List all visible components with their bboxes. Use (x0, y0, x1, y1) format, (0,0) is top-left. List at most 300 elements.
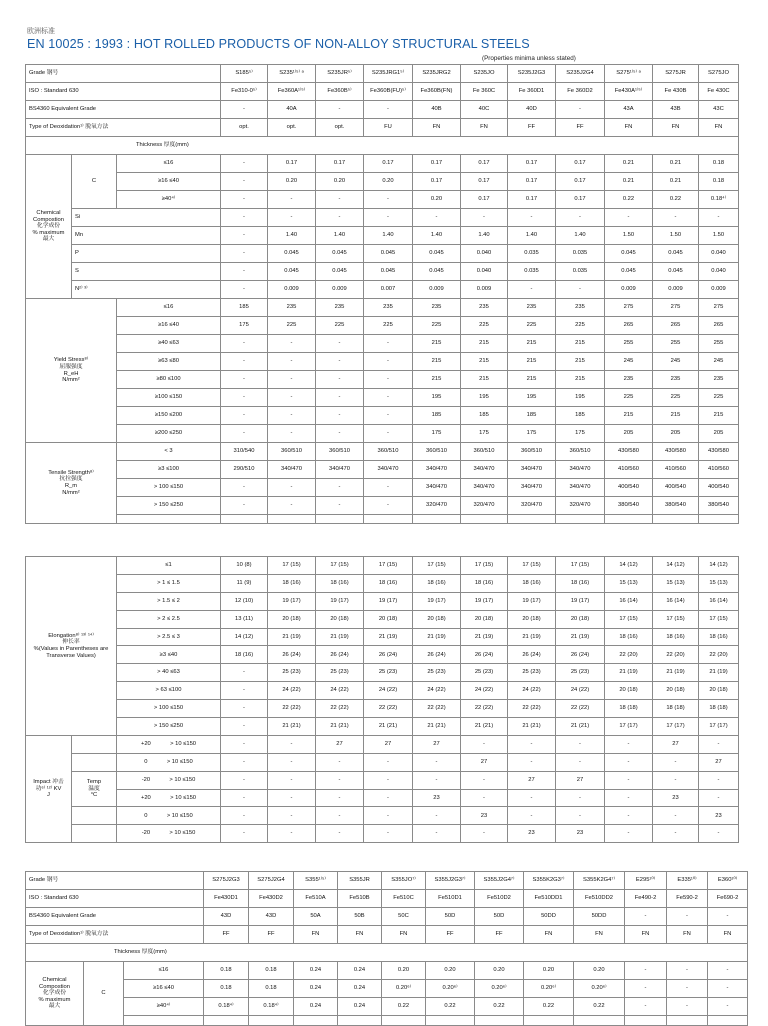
table-cell: 14 (12) (653, 557, 699, 575)
table-cell: 0.045 (653, 245, 699, 263)
table-cell: 175 (461, 425, 508, 443)
table-cell: - (221, 407, 268, 425)
yield-row (26, 353, 739, 371)
yield-row (26, 389, 739, 407)
table-cell: 225 (461, 317, 508, 335)
table-cell: - (268, 753, 316, 771)
table-cell: - (364, 335, 413, 353)
table-cell: 225 (556, 317, 605, 335)
table-cell: 0.20 (426, 962, 475, 980)
header-cell: S275J2G3 (204, 872, 249, 890)
header-row (26, 65, 739, 83)
table-cell: 27 (316, 735, 364, 753)
spacer-cell (364, 515, 413, 524)
header-cell: - (221, 101, 268, 119)
elongation-row (26, 718, 739, 736)
table-cell: 18 (16) (316, 574, 364, 592)
yield-row (26, 317, 739, 335)
table-cell: 1.40 (364, 227, 413, 245)
table-cell: - (667, 998, 708, 1016)
table-cell: 185 (461, 407, 508, 425)
header-cell: opt. (268, 119, 316, 137)
table-cell: 340/470 (413, 461, 461, 479)
chem-row (26, 209, 739, 227)
spacer-cell (708, 1016, 748, 1026)
header-cell: 43C (699, 101, 739, 119)
table-cell: - (413, 209, 461, 227)
table-cell: 225 (653, 389, 699, 407)
temp-blank (72, 807, 117, 825)
table-cell: 0.20 (382, 962, 426, 980)
table-cell: 18 (16) (653, 628, 699, 646)
table-cell: 205 (605, 425, 653, 443)
table-cell: 11 (9) (221, 574, 268, 592)
table-cell: 175 (556, 425, 605, 443)
table-cell: 21 (19) (699, 664, 739, 682)
spacer-cell (475, 1016, 524, 1026)
table-cell: 15 (13) (605, 574, 653, 592)
table-cell: - (653, 825, 699, 843)
table-cell: 215 (461, 371, 508, 389)
table-cell: - (364, 371, 413, 389)
table-cell: 0.009 (605, 281, 653, 299)
header-cell: Fe360B(FN) (413, 83, 461, 101)
table-cell: 410/560 (699, 461, 739, 479)
table-cell: 225 (364, 317, 413, 335)
table-cell: 380/540 (605, 497, 653, 515)
table-cell: 18 (16) (364, 574, 413, 592)
table-cell: 0.18⁴⁾ (249, 998, 294, 1016)
table-cell: 215 (556, 335, 605, 353)
chem-row (26, 227, 739, 245)
table-cell: - (556, 753, 605, 771)
table-cell: 175 (508, 425, 556, 443)
spacer-cell (508, 515, 556, 524)
temp-cond: 0 > 10 ≤150 (117, 753, 221, 771)
page-subtitle: 欧洲标准 (27, 27, 55, 35)
header-cell: Fe430D1 (204, 890, 249, 908)
impact-row (26, 753, 739, 771)
table-cell: 25 (23) (413, 664, 461, 682)
elongation-row (26, 664, 739, 682)
chem-row (26, 155, 739, 173)
header-cell: Fe 360D2 (556, 83, 605, 101)
thickness-cond: > 2.5 ≤ 3 (117, 628, 221, 646)
table-cell: - (605, 735, 653, 753)
table-cell: 26 (24) (364, 646, 413, 664)
table-cell: 0.17 (508, 191, 556, 209)
element-label: N²⁾ ³⁾ (72, 281, 221, 299)
table-cell: 215 (556, 353, 605, 371)
header-cell: 50D (475, 908, 524, 926)
table-cell: 0.24 (338, 998, 382, 1016)
header-cell: Fe510C (382, 890, 426, 908)
table-cell: - (364, 497, 413, 515)
table-cell: - (625, 998, 667, 1016)
spacer-cell (524, 1016, 574, 1026)
header-cell: E360¹⁰⁾ (708, 872, 748, 890)
table-cell: 1.40 (508, 227, 556, 245)
table-cell: - (316, 209, 364, 227)
table-cell: 245 (699, 353, 739, 371)
table-cell: 0.24 (338, 962, 382, 980)
table-cell: 17 (15) (461, 557, 508, 575)
table-cell: 23 (699, 807, 739, 825)
table-cell: 18 (18) (605, 700, 653, 718)
table-cell: 235 (556, 299, 605, 317)
table-cell: - (268, 479, 316, 497)
yield-row (26, 335, 739, 353)
table-cell: 430/580 (699, 443, 739, 461)
table-cell: - (364, 425, 413, 443)
table-cell: 0.040 (699, 263, 739, 281)
temp-cond: +20 > 10 ≤150 (117, 789, 221, 807)
table-cell: 175 (413, 425, 461, 443)
header-cell: 50DD (574, 908, 625, 926)
table-cell: - (268, 407, 316, 425)
table-cell: 185 (556, 407, 605, 425)
table-cell: 340/470 (364, 461, 413, 479)
thickness-cond: > 2 ≤ 2.5 (117, 610, 221, 628)
table-cell: 215 (413, 353, 461, 371)
chem-row (26, 263, 739, 281)
table-cell: 225 (413, 317, 461, 335)
header-cell: 43D (204, 908, 249, 926)
table-cell: 0.21 (653, 173, 699, 191)
header-cell: Fe430D2 (249, 890, 294, 908)
table-elongation-impact (25, 556, 739, 843)
header-cell: Fe510D2 (475, 890, 524, 908)
table-cell: 22 (22) (364, 700, 413, 718)
table-cell: - (316, 479, 364, 497)
table-cell: 18 (16) (221, 646, 268, 664)
table-cell: - (316, 425, 364, 443)
table-cell: 340/470 (556, 461, 605, 479)
table-cell: 0.045 (268, 263, 316, 281)
table-cell: 21 (21) (268, 718, 316, 736)
table-cell: 27 (413, 735, 461, 753)
table-cell: - (221, 227, 268, 245)
table-cell: 0.20 (574, 962, 625, 980)
spacer-cell (338, 1016, 382, 1026)
table-cell: 0.24 (338, 980, 382, 998)
table-cell: 23 (461, 807, 508, 825)
chem-group-label: Chemical Compostion 化学成份 % maximum 最大 (26, 155, 72, 299)
table-cell: 21 (21) (364, 718, 413, 736)
chem-group-label: Chemical Compostion 化学成份 % maximum 最大 (26, 962, 84, 1026)
table-cell: 0.009 (653, 281, 699, 299)
table-cell: 19 (17) (556, 592, 605, 610)
table-cell: 0.20 (268, 173, 316, 191)
header-cell: 40A (268, 101, 316, 119)
table-cell: - (556, 789, 605, 807)
table-cell: 185 (508, 407, 556, 425)
table-cell: - (699, 771, 739, 789)
table-cell: 18 (16) (461, 574, 508, 592)
header-cell: FF (249, 926, 294, 944)
spacer-cell (117, 515, 221, 524)
table-cell: - (316, 389, 364, 407)
table-cell: 21 (19) (268, 628, 316, 646)
table-cell: - (221, 753, 268, 771)
table-cell: - (221, 155, 268, 173)
table-cell: 24 (22) (268, 682, 316, 700)
thickness-cond: ≥16 ≤40 (117, 317, 221, 335)
table-cell: 275 (653, 299, 699, 317)
table-cell: 0.22 (382, 998, 426, 1016)
header-cell: - (556, 101, 605, 119)
element-label: S (72, 263, 221, 281)
table-cell: 340/470 (508, 461, 556, 479)
table-cell: - (221, 389, 268, 407)
yield-row (26, 407, 739, 425)
thickness-cond: ≥40 ≤63 (117, 335, 221, 353)
table-cell: 18 (16) (508, 574, 556, 592)
thickness-cond: > 100 ≤150 (117, 479, 221, 497)
table-cell: 0.17 (461, 191, 508, 209)
table-cell: 22 (20) (653, 646, 699, 664)
header-cell: FN (667, 926, 708, 944)
table-cell: - (221, 718, 268, 736)
table-cell: - (508, 735, 556, 753)
table-cell: 18 (18) (653, 700, 699, 718)
table-cell: - (605, 753, 653, 771)
table-cell: 215 (413, 371, 461, 389)
table-cell: 0.21 (605, 155, 653, 173)
table-cell: 14 (12) (221, 628, 268, 646)
table-cell: 0.045 (364, 245, 413, 263)
table-cell: 25 (23) (461, 664, 508, 682)
table-cell: - (364, 191, 413, 209)
row-label: Grade 钢号 (26, 872, 204, 890)
table-cell: 23 (653, 789, 699, 807)
table-cell: 14 (12) (699, 557, 739, 575)
table-cell: 22 (20) (605, 646, 653, 664)
spacer-cell (605, 515, 653, 524)
header-cell: S235¹⁾⁵⁾ ᵃ (268, 65, 316, 83)
header-cell: Fe 360C (461, 83, 508, 101)
spacer-cell (653, 515, 699, 524)
row-label: Type of Deoxidation¹⁾ 脱氧方法 (26, 119, 221, 137)
table-cell: 400/540 (699, 479, 739, 497)
table-cell: 235 (413, 299, 461, 317)
table-cell: 23 (508, 825, 556, 843)
table-cell: - (364, 353, 413, 371)
row-label: Grade 钢号 (26, 65, 221, 83)
header-cell: 43B (653, 101, 699, 119)
header-cell: 50B (338, 908, 382, 926)
table-cell: 235 (699, 371, 739, 389)
thickness-cond: ≥3 ≤40 (117, 646, 221, 664)
header-cell: FF (426, 926, 475, 944)
table-cell: - (221, 245, 268, 263)
table-cell: 10 (8) (221, 557, 268, 575)
table-cell: - (625, 962, 667, 980)
table-cell: 21 (21) (316, 718, 364, 736)
table-cell: 27 (364, 735, 413, 753)
header-cell: Fe590-2 (667, 890, 708, 908)
chem-row (26, 998, 748, 1016)
table-cell: 340/470 (413, 479, 461, 497)
table-cell: 380/540 (699, 497, 739, 515)
table-cell: 21 (19) (556, 628, 605, 646)
table-cell: 0.009 (461, 281, 508, 299)
table-cell: - (364, 407, 413, 425)
header-cell: FN (574, 926, 625, 944)
table-cell: 0.21 (653, 155, 699, 173)
table-cell: - (221, 263, 268, 281)
header-cell: - (364, 101, 413, 119)
table-cell: 320/470 (556, 497, 605, 515)
table-cell: 320/470 (413, 497, 461, 515)
table-cell: - (268, 191, 316, 209)
table-cell: 24 (22) (316, 682, 364, 700)
table-cell: 17 (17) (653, 718, 699, 736)
table-cell: 215 (699, 407, 739, 425)
spacer-cell (699, 515, 739, 524)
row-label: Type of Deoxidation¹⁾ 脱氧方法 (26, 926, 204, 944)
table-cell: 235 (364, 299, 413, 317)
table-cell: 340/470 (508, 479, 556, 497)
table-cell: - (667, 962, 708, 980)
header-cell: - (625, 908, 667, 926)
table-cell: 20 (18) (508, 610, 556, 628)
table-cell: 235 (461, 299, 508, 317)
table-cell: - (605, 807, 653, 825)
thickness-cond: ≥16 ≤40 (124, 980, 204, 998)
table-cell: 0.17 (556, 191, 605, 209)
spacer-cell (574, 1016, 625, 1026)
table-cell: - (508, 281, 556, 299)
table-cell: 360/510 (461, 443, 508, 461)
header-cell: S275JR (653, 65, 699, 83)
table-cell: 0.009 (268, 281, 316, 299)
temp-blank (72, 735, 117, 753)
spacer-cell (461, 515, 508, 524)
table-cell: 0.20⁶⁾ (382, 980, 426, 998)
header-cell: FF (508, 119, 556, 137)
chem-row (26, 245, 739, 263)
temp-cond: -20 > 10 ≤150 (117, 771, 221, 789)
table-cell: 0.22 (426, 998, 475, 1016)
elongation-group-label: Elongation⁸⁾ ¹³⁾ ¹⁴⁾ 伸长率 %(Values in Parentheses are Transverse Values) (26, 557, 117, 736)
table-cell: - (221, 479, 268, 497)
table-cell: 25 (23) (364, 664, 413, 682)
table-cell: 26 (24) (316, 646, 364, 664)
header-cell: Fe510B (338, 890, 382, 908)
table-cell: 175 (221, 317, 268, 335)
header-row (26, 872, 748, 890)
table-cell: - (653, 753, 699, 771)
table-cell: 265 (653, 317, 699, 335)
thickness-cond: ≥40⁴⁾ (124, 998, 204, 1016)
table-cell: 215 (605, 407, 653, 425)
yield-row (26, 371, 739, 389)
table-cell: 25 (23) (508, 664, 556, 682)
header-cell: FN (699, 119, 739, 137)
table-cell: 275 (605, 299, 653, 317)
chem-row (26, 173, 739, 191)
table-cell: 0.035 (508, 245, 556, 263)
temp-cond: +20 > 10 ≤150 (117, 735, 221, 753)
table-cell: 0.045 (413, 263, 461, 281)
header-row (26, 101, 739, 119)
thickness-cond: ≤16 (117, 299, 221, 317)
table-cell: 265 (605, 317, 653, 335)
element-label: C (84, 962, 124, 1026)
header-cell: Fe 360D1 (508, 83, 556, 101)
table-cell: 430/580 (653, 443, 699, 461)
element-label: C (72, 155, 117, 209)
table-cell: - (413, 825, 461, 843)
row-label: BS4360 Equivalent Grade (26, 908, 204, 926)
thickness-cond: ≥40⁴⁾ (117, 191, 221, 209)
table-cell: 27 (653, 735, 699, 753)
table-cell: 0.045 (413, 245, 461, 263)
table-cell: - (316, 371, 364, 389)
table-cell: 26 (24) (461, 646, 508, 664)
table-cell: 0.20 (524, 962, 574, 980)
table-cell: 235 (508, 299, 556, 317)
table-cell: - (268, 425, 316, 443)
table-cell: - (556, 735, 605, 753)
table-cell: 215 (556, 371, 605, 389)
table-cell: 21 (19) (605, 664, 653, 682)
table-cell: 17 (17) (605, 718, 653, 736)
table-cell: - (316, 353, 364, 371)
table-cell: - (699, 735, 739, 753)
table-cell: - (508, 753, 556, 771)
table-cell: 18 (16) (413, 574, 461, 592)
impact-group-label: Impact 冲击 功⁶⁾ ¹²⁾ KV J (26, 735, 72, 842)
thickness-cond: ≥63 ≤80 (117, 353, 221, 371)
thickness-cond: ≥200 ≤250 (117, 425, 221, 443)
element-label: Mn (72, 227, 221, 245)
table-cell: 0.18 (699, 155, 739, 173)
table-cell: 340/470 (461, 461, 508, 479)
table-cell: - (708, 962, 748, 980)
table-cell: 25 (23) (316, 664, 364, 682)
table-cell: 0.045 (316, 245, 364, 263)
table-cell: 360/510 (508, 443, 556, 461)
table-cell: - (364, 209, 413, 227)
table-cell: - (605, 825, 653, 843)
table-cell: 0.17 (461, 155, 508, 173)
table-cell: 0.22 (605, 191, 653, 209)
header-cell: E295¹⁰⁾ (625, 872, 667, 890)
thickness-cond: ≥150 ≤200 (117, 407, 221, 425)
table-cell: 215 (508, 335, 556, 353)
element-label: Si (72, 209, 221, 227)
header-cell: S355K2G4⁷⁾ (574, 872, 625, 890)
table-cell: 17 (15) (556, 557, 605, 575)
table-cell: 225 (268, 317, 316, 335)
table-cell: 0.20⁶⁾ (574, 980, 625, 998)
header-cell: 50A (294, 908, 338, 926)
table-cell: - (221, 353, 268, 371)
header-cell: 40B (413, 101, 461, 119)
yield-row (26, 299, 739, 317)
header-cell: 40C (461, 101, 508, 119)
table-cell: 340/470 (316, 461, 364, 479)
table-cell: - (364, 479, 413, 497)
table-cell: 255 (699, 335, 739, 353)
table-cell: - (708, 980, 748, 998)
spacer-cell (667, 1016, 708, 1026)
table-cell: 245 (605, 353, 653, 371)
table-cell: 24 (22) (461, 682, 508, 700)
header-cell: Fe510D1 (426, 890, 475, 908)
